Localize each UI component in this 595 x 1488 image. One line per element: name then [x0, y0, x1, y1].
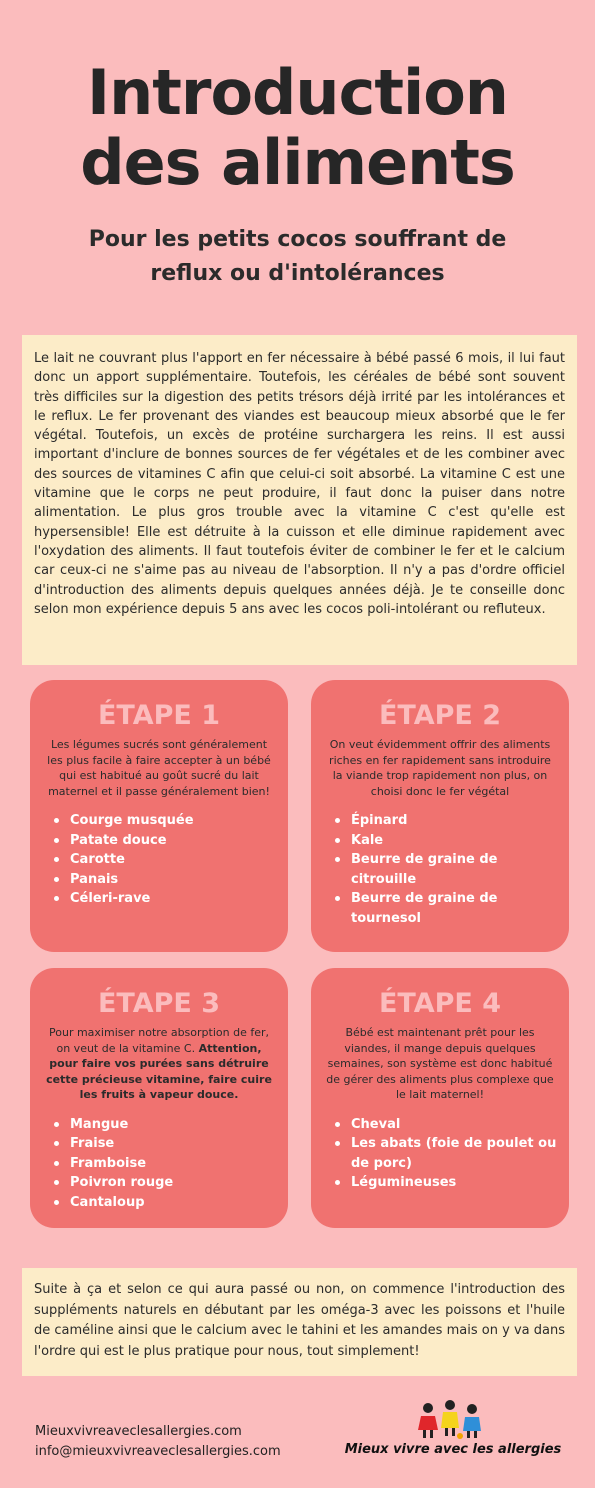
brand-logo: [333, 1400, 573, 1470]
logo-text: Mieux vivre avec les allergies: [344, 1442, 562, 1457]
list-item: Beurre de graine de citrouille: [351, 850, 557, 889]
step-card-1: [30, 680, 288, 952]
list-item: Kale: [351, 831, 557, 851]
step-description: Les légumes sucrés sont généralement les plus facile à faire accepter à un bébé qui est habitué au goût sucré du lait maternel et il passe généralement bien!: [47, 738, 271, 798]
children-figures-icon: [416, 1400, 486, 1442]
step-card-2: [311, 680, 569, 952]
list-item: Légumineuses: [351, 1173, 557, 1193]
step-food-list: [42, 811, 276, 909]
list-item: Beurre de graine de tournesol: [351, 889, 557, 928]
outro-text: Suite à ça et selon ce qui aura passé ou non, on commence l'introduction des suppléments naturels en débutant par les oméga-3 avec les poissons et l'huile de caméline ainsi que le calcium avec le tahini et les amandes mais on y va dans l'ordre qui est le plus pratique pour nous, tout simplement!: [34, 1282, 565, 1359]
step-title: ÉTAPE 1: [97, 700, 221, 731]
step-title: ÉTAPE 3: [97, 988, 221, 1019]
list-item: Cantaloup: [70, 1193, 276, 1213]
list-item: Céleri-rave: [70, 889, 276, 909]
step-description: Bébé est maintenant prêt pour les viandes, il mange depuis quelques semaines, son système est donc habitué de gérer des aliments plus complexe que le lait maternel!: [326, 1026, 554, 1101]
step-card-4: [311, 968, 569, 1228]
step-card-3: [30, 968, 288, 1228]
list-item: Panais: [70, 870, 276, 890]
page-title: [0, 58, 595, 198]
step-title: ÉTAPE 2: [378, 700, 502, 731]
list-item: Poivron rouge: [70, 1173, 276, 1193]
footer-website-link[interactable]: Mieuxvivreaveclesallergies.com: [35, 1424, 242, 1439]
step-description-regular: Pour maximiser notre absorption de fer, on veut de la vitamine C.: [49, 1026, 269, 1055]
list-item: Épinard: [351, 811, 557, 831]
intro-text: Le lait ne couvrant plus l'apport en fer nécessaire à bébé passé 6 mois, il lui faut donc un apport supplémentaire. Toutefois, les céréales de bébé sont souvent très difficiles sur la digestion des petits trésors déjà irrité par les intolérances et le reflux. Le fer provenant des viandes est beaucoup mieux absorbé que le fer végétal. Toutefois, un excès de protéine surchargera les reins. Il est aussi important d'inclure de bonnes sources de fer végétales et de les combiner avec des sources de vitamines C afin que celui-ci soit absorbé. La vitamine C est une vitamine que le corps ne peut produire, il faut donc la puiser dans notre alimentation. Le plus gros trouble avec la vitamine C c'est qu'elle est hypersensible! Elle est détruite à la cuisson et elle diminue rapidement avec l'oxydation des aliments. Il faut toutefois éviter de combiner le fer et le calcium car ceux-ci ne s'aime pas au niveau de l'absorption. Il n'y a pas d'ordre officiel d'introduction des aliments depuis quelques années déjà. Je te conseille donc selon mon expérience depuis 5 ans avec les cocos poli-intolérant ou refluteux.: [34, 351, 565, 617]
step-description-bold: Attention, pour faire vos purées sans détruire cette précieuse vitamine, faire cuire les fruits à vapeur douce.: [46, 1041, 272, 1101]
list-item: Carotte: [70, 850, 276, 870]
title-line-2: des aliments: [80, 126, 515, 199]
list-item: Cheval: [351, 1115, 557, 1135]
step-food-list: [42, 1115, 276, 1213]
list-item: Courge musquée: [70, 811, 276, 831]
page-subtitle: [30, 223, 565, 291]
list-item: Framboise: [70, 1154, 276, 1174]
subtitle-line-1: Pour les petits cocos souffrant de: [88, 227, 507, 252]
list-item: Les abats (foie de poulet ou de porc): [351, 1134, 557, 1173]
step-description: On veut évidemment offrir des aliments riches en fer rapidement sans introduire la viande trop rapidement non plus, on choisi donc le fer végétal: [329, 738, 551, 798]
step-title: ÉTAPE 4: [378, 988, 502, 1019]
footer-email-link[interactable]: info@mieuxvivreaveclesallergies.com: [35, 1444, 281, 1459]
list-item: Mangue: [70, 1115, 276, 1135]
title-line-1: Introduction: [87, 56, 508, 129]
step-food-list: [323, 811, 557, 928]
subtitle-line-2: reflux ou d'intolérances: [150, 261, 445, 286]
intro-box: [22, 335, 577, 665]
step-description: [42, 1025, 276, 1103]
list-item: Fraise: [70, 1134, 276, 1154]
list-item: Patate douce: [70, 831, 276, 851]
step-food-list: [323, 1115, 557, 1193]
outro-box: [22, 1268, 577, 1376]
